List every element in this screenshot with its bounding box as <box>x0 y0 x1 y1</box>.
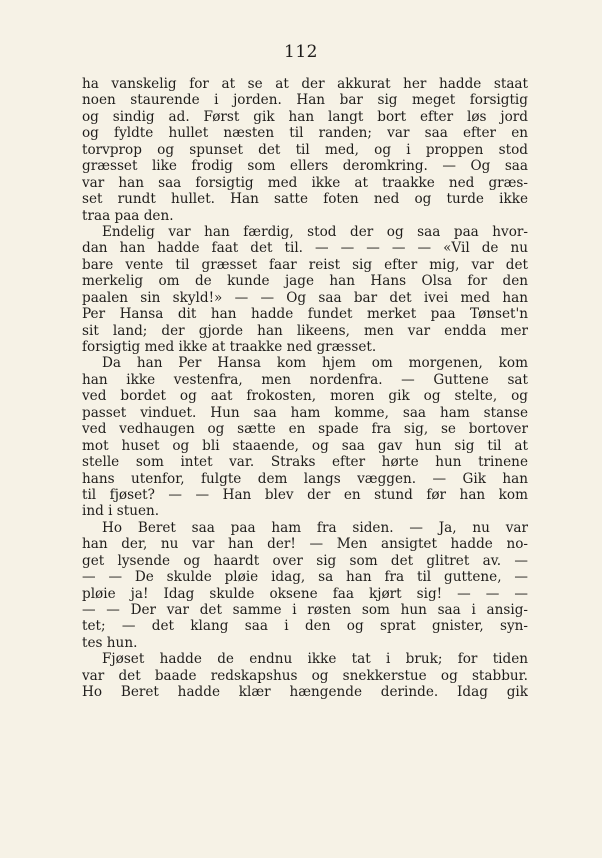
text-line: ind i stuen. <box>82 503 160 520</box>
text-line: bare vente til græsset faar reist sig efter mig, var det <box>82 256 528 273</box>
text-line: var det baade redskapshus og snekkerstue og stabbur. <box>82 667 528 684</box>
text-line: — — De skulde pløie idag, sa han fra til guttene, — <box>82 569 528 586</box>
text-line: græsset like frodig som ellers deromkring. — Og saa <box>82 158 528 175</box>
text-line: noen staurende i jorden. Han bar sig meget forsigtig <box>82 92 528 109</box>
text-line: hans utenfor, fulgte dem langs væggen. — Gik han <box>82 470 528 487</box>
text-line: pløie ja! Idag skulde oksene faa kjørt sig! — — — <box>82 585 528 602</box>
text-line: til fjøset? — — Han blev der en stund før han kom <box>82 486 528 503</box>
body-text <box>82 76 528 701</box>
text-line: traa paa den. <box>82 207 174 224</box>
text-line: Fjøset hadde de endnu ikke tat i bruk; for tiden <box>102 651 528 668</box>
text-line: forsigtig med ikke at traakke ned græsset. <box>82 339 377 355</box>
text-line: Per Hansa dit han hadde fundet merket paa Tønset'n <box>82 306 528 323</box>
text-line: ha vanskelig for at se at der akkurat her hadde staat <box>82 76 528 92</box>
text-line: get lysende og haardt over sig som det glitret av. — <box>82 552 528 569</box>
text-line: passet vinduet. Hun saa ham komme, saa ham stanse <box>82 404 528 421</box>
text-line: Ho Beret hadde klær hængende derinde. Idag gik <box>82 684 528 701</box>
text-line: ved vedhaugen og sætte en spade fra sig, se bortover <box>82 421 528 438</box>
text-line: merkelig om de kunde jage han Hans Olsa for den <box>82 273 528 290</box>
text-line: torvprop og spunset det til med, og i proppen stod <box>82 141 528 158</box>
text-line: tet; — det klang saa i den og sprat gnister, syn- <box>82 618 528 635</box>
text-line: var han saa forsigtig med ikke at traakke ned græs- <box>82 174 528 191</box>
text-line: Endelig var han færdig, stod der og saa paa hvor- <box>102 223 528 240</box>
text-line: og sindig ad. Først gik han langt bort efter løs jord <box>82 108 528 125</box>
page-number: 112 <box>284 42 318 62</box>
text-line: Da han Per Hansa kom hjem om morgenen, kom <box>102 355 528 372</box>
text-line: set rundt hullet. Han satte foten ned og turde ikke <box>82 191 528 208</box>
text-line: tes hun. <box>82 634 138 651</box>
text-line: Ho Beret saa paa ham fra siden. — Ja, nu var <box>102 519 528 536</box>
text-line: — — Der var det samme i røsten som hun saa i ansig- <box>82 602 528 618</box>
text-line: sit land; der gjorde han likeens, men var endda mer <box>82 322 528 339</box>
text-line: ved bordet og aat frokosten, moren gik og stelte, og <box>82 388 528 405</box>
text-line: paalen sin skyld!» — — Og saa bar det ivei med han <box>82 289 528 306</box>
text-line: dan han hadde faat det til. — — — — — «Vil de nu <box>82 240 528 257</box>
text-line: mot huset og bli staaende, og saa gav hun sig til at <box>82 437 528 454</box>
text-line: han der, nu var han der! — Men ansigtet hadde no- <box>82 536 528 553</box>
text-line: og fyldte hullet næsten til randen; var saa efter en <box>82 125 528 142</box>
text-line: han ikke vestenfra, men nordenfra. — Guttene sat <box>82 371 528 388</box>
text-line: stelle som intet var. Straks efter hørte hun trinene <box>82 454 528 471</box>
